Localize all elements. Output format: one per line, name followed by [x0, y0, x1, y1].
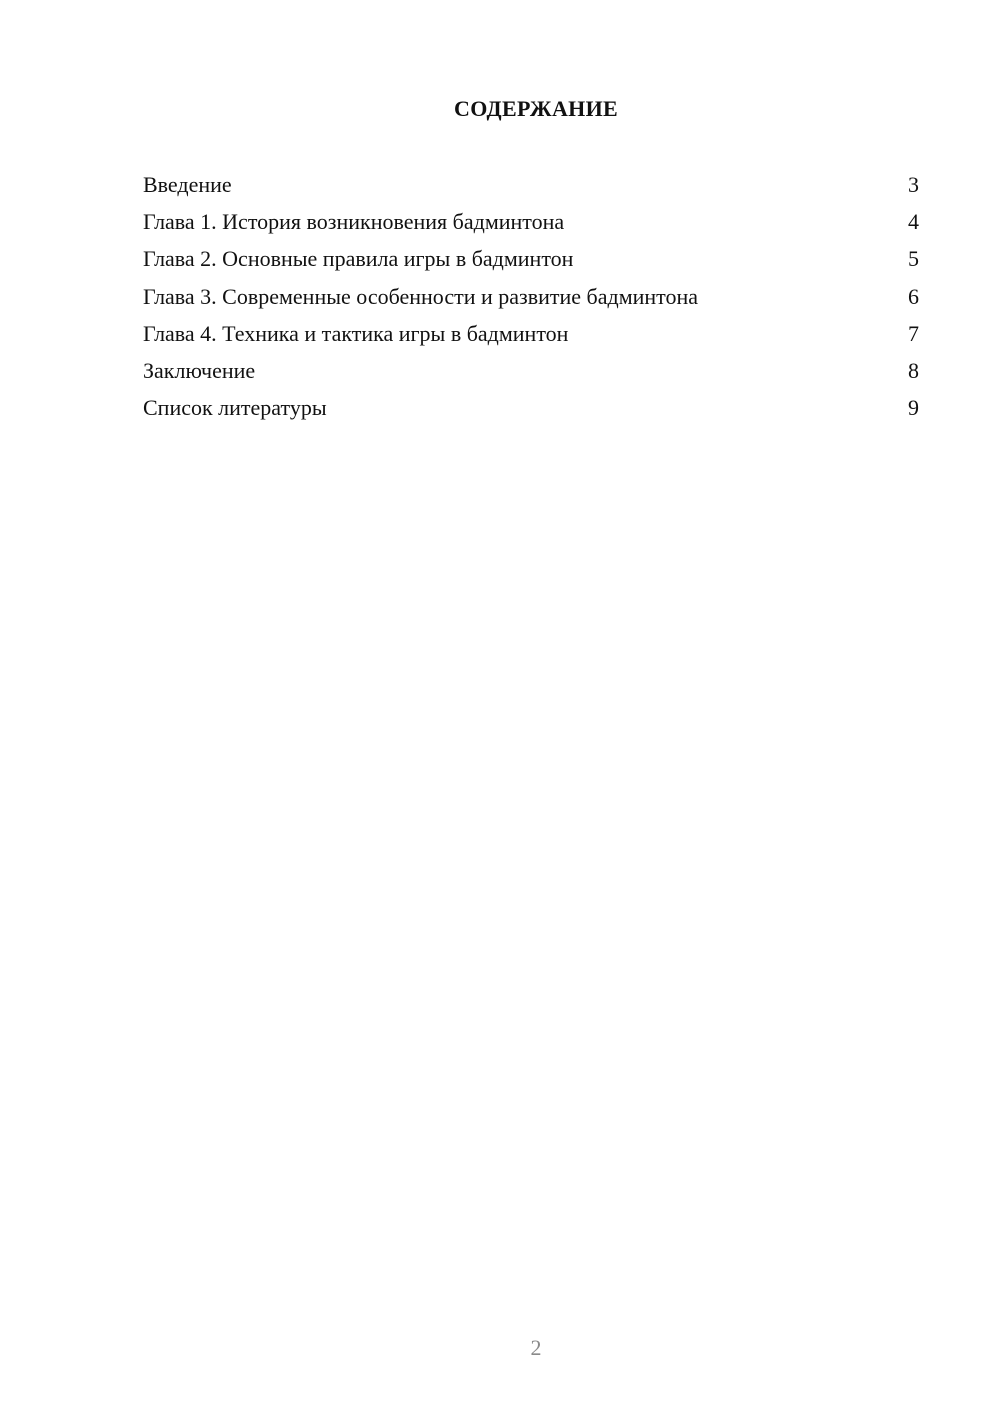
- toc-entry-label: Список литературы: [143, 395, 327, 421]
- page-title: СОДЕРЖАНИЕ: [454, 96, 618, 121]
- toc-entry-page: 7: [908, 320, 919, 346]
- toc-entry-label: Глава 4. Техника и тактика игры в бадминтон: [143, 320, 569, 346]
- toc-entry-page: 3: [908, 172, 919, 197]
- toc-entry-chapter-3: [143, 282, 919, 319]
- toc-entry-chapter-4: [143, 319, 919, 356]
- toc-entry-chapter-2: [143, 244, 919, 281]
- toc-entry-page: 6: [908, 283, 919, 309]
- toc-entry-label: Введение: [143, 172, 232, 197]
- table-of-contents: [143, 170, 919, 430]
- toc-entry-page: 9: [908, 395, 919, 421]
- toc-entry-introduction: [143, 170, 919, 207]
- toc-entry-page: 5: [908, 246, 919, 272]
- toc-entry-label: Заключение: [143, 357, 256, 383]
- toc-entry-chapter-1: [143, 207, 919, 244]
- toc-entry-label: Глава 3. Современные особенности и развитие бадминтона: [143, 283, 699, 309]
- toc-entry-label: Глава 1. История возникновения бадминтона: [143, 209, 565, 235]
- toc-entry-conclusion: [143, 356, 919, 393]
- page-number: 2: [530, 1335, 542, 1360]
- toc-entry-references: [143, 393, 919, 430]
- toc-entry-page: 8: [908, 357, 919, 383]
- toc-entry-page: 4: [908, 209, 919, 235]
- toc-entry-label: Глава 2. Основные правила игры в бадминтон: [143, 246, 574, 272]
